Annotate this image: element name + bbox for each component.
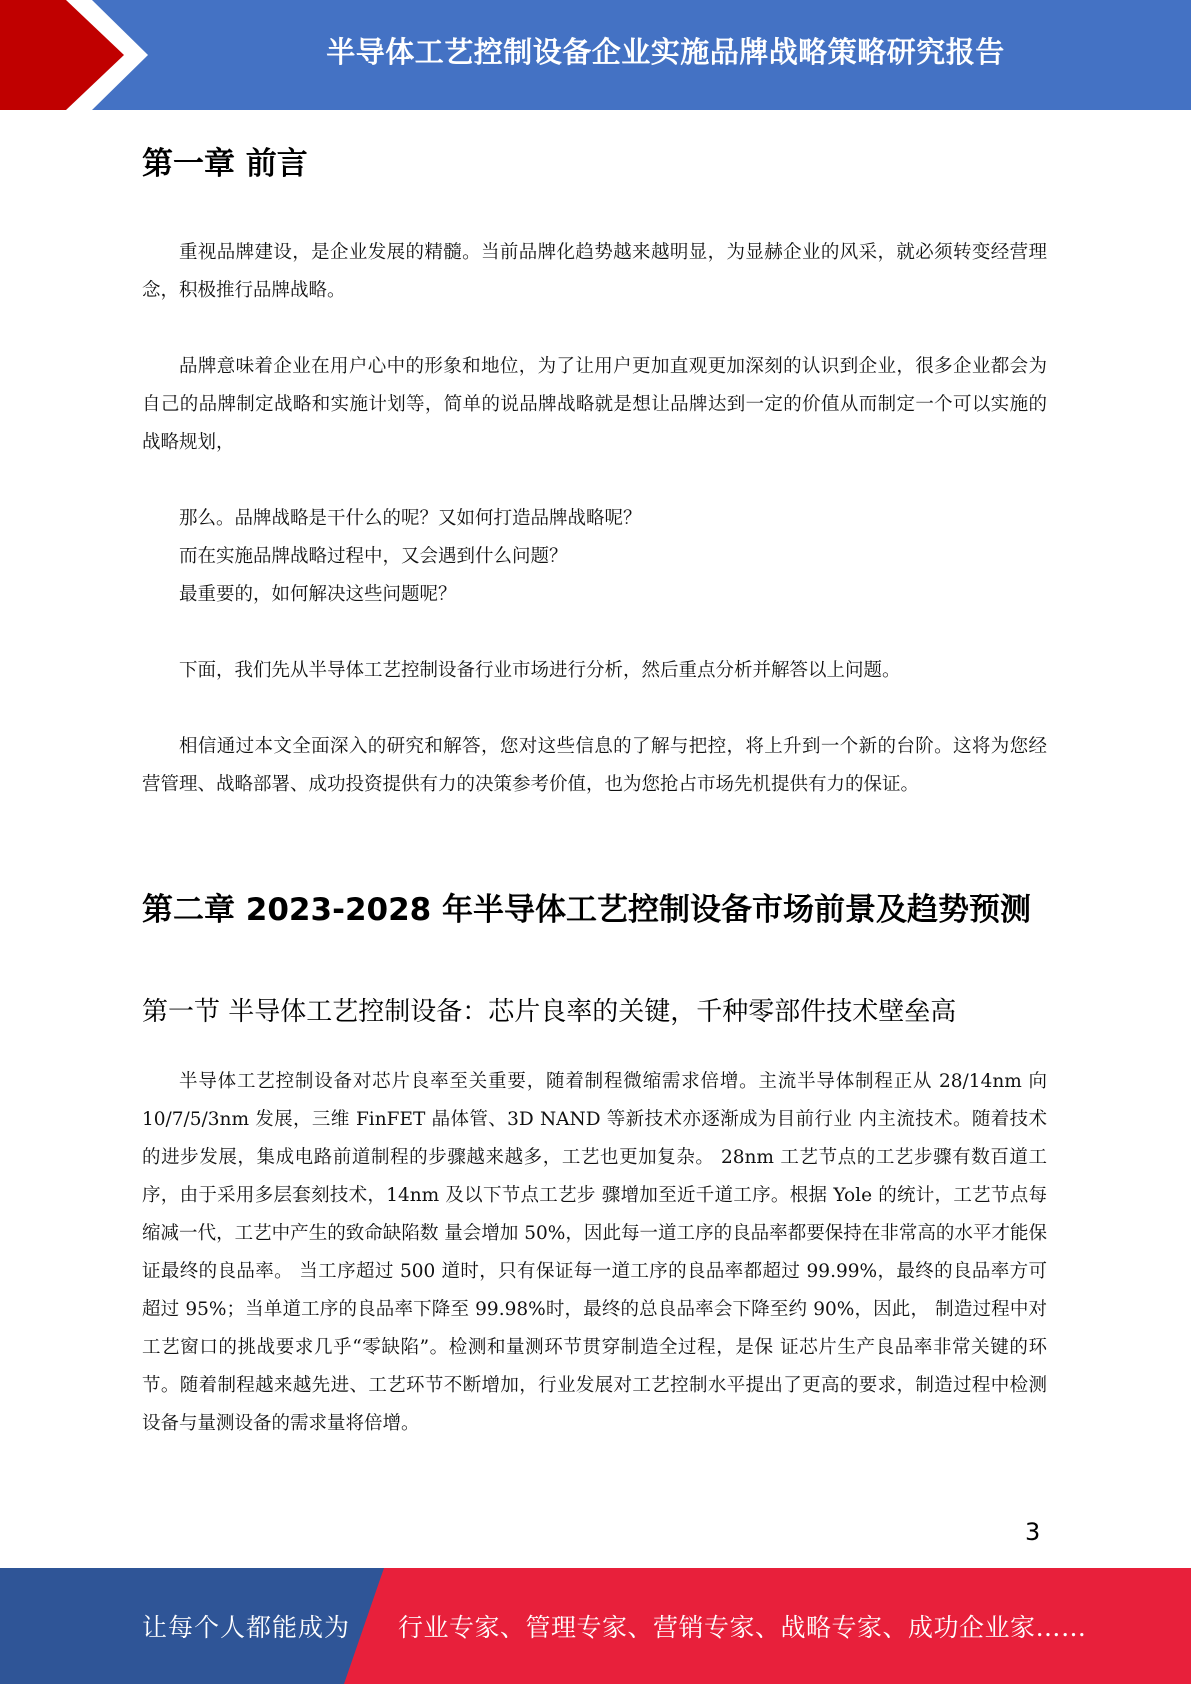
- chapter-1-closing-2: 相信通过本文全面深入的研究和解答，您对这些信息的了解与把控，将上升到一个新的台阶。这将为您经营管理、战略部署、成功投资提供有力的决策参考价值，也为您抢占市场先机提供有力的保证。: [142, 736, 1047, 795]
- chapter-2-title: 第二章 2023-2028 年半导体工艺控制设备市场前景及趋势预测: [142, 892, 1032, 928]
- question-3: 最重要的，如何解决这些问题呢？: [179, 584, 457, 605]
- footer-slogan-right: 行业专家、管理专家、营销专家、战略专家、成功企业家……: [398, 1613, 1087, 1642]
- header-title: 半导体工艺控制设备企业实施品牌战略策略研究报告: [326, 34, 1005, 69]
- chapter-1-closing-1: 下面，我们先从半导体工艺控制设备行业市场进行分析，然后重点分析并解答以上问题。: [179, 660, 901, 681]
- chapter-1-paragraph-1: 重视品牌建设，是企业发展的精髓。当前品牌化趋势越来越明显，为显赫企业的风采，就必须转变经营理念，积极推行品牌战略。: [142, 242, 1047, 301]
- chapter-1-title: 第一章 前言: [142, 146, 308, 182]
- header-band: [0, 0, 1191, 110]
- section-1-paragraph: 半导体工艺控制设备对芯片良率至关重要，随着制程微缩需求倍增。主流半导体制程正从 28/14nm 向 10/7/5/3nm 发展，三维 FinFET 晶体管、3D NAND 等新技术亦逐渐成为目前行业 内主流技术。随着技术的进步发展，集成电路前道制程的步骤越来越多，工艺也更加复杂。 28nm 工艺节点的工艺步骤有数百道工序，由于采用多层套刻技术，14nm 及以下节点工艺步 骤增加至近千道工序。根据 Yole 的统计，工艺节点每缩减一代，工艺中产生的致命缺陷数 量会增加 50%，因此每一道工序的良品率都要保持在非常高的水平才能保证最终的良品率。 当工序超过 500 道时，只有保证每一道工序的良品率都超过 99.99%，最终的良品率方可 超过 95%；当单道工序的良品率下降至 99.98%时，最终的总良品率会下降至约 90%，因此， 制造过程中对工艺窗口的挑战要求几乎“零缺陷”。检测和量测环节贯穿制造全过程，是保 证芯片生产良品率非常关键的环节。随着制程越来越先进、工艺环节不断增加，行业发展对工艺控制水平提出了更高的要求，制造过程中检测设备与量测设备的需求量将倍增。: [142, 1071, 1047, 1434]
- header-arrow-icon: [0, 0, 160, 110]
- footer-banner: [0, 1568, 1191, 1684]
- footer-slogan-left: 让每个人都能成为: [142, 1613, 351, 1642]
- section-1-title: 第一节 半导体工艺控制设备：芯片良率的关键，千种零部件技术壁垒高: [142, 997, 957, 1027]
- question-1: 那么。品牌战略是干什么的呢？又如何打造品牌战略呢？: [179, 508, 642, 529]
- page-number: 3: [1025, 1518, 1041, 1546]
- chapter-1-paragraph-2: 品牌意味着企业在用户心中的形象和地位，为了让用户更加直观更加深刻的认识到企业，很多企业都会为自己的品牌制定战略和实施计划等，简单的说品牌战略就是想让品牌达到一定的价值从而制定一个可以实施的战略规划，: [142, 356, 1047, 453]
- question-2: 而在实施品牌战略过程中，又会遇到什么问题？: [179, 546, 568, 567]
